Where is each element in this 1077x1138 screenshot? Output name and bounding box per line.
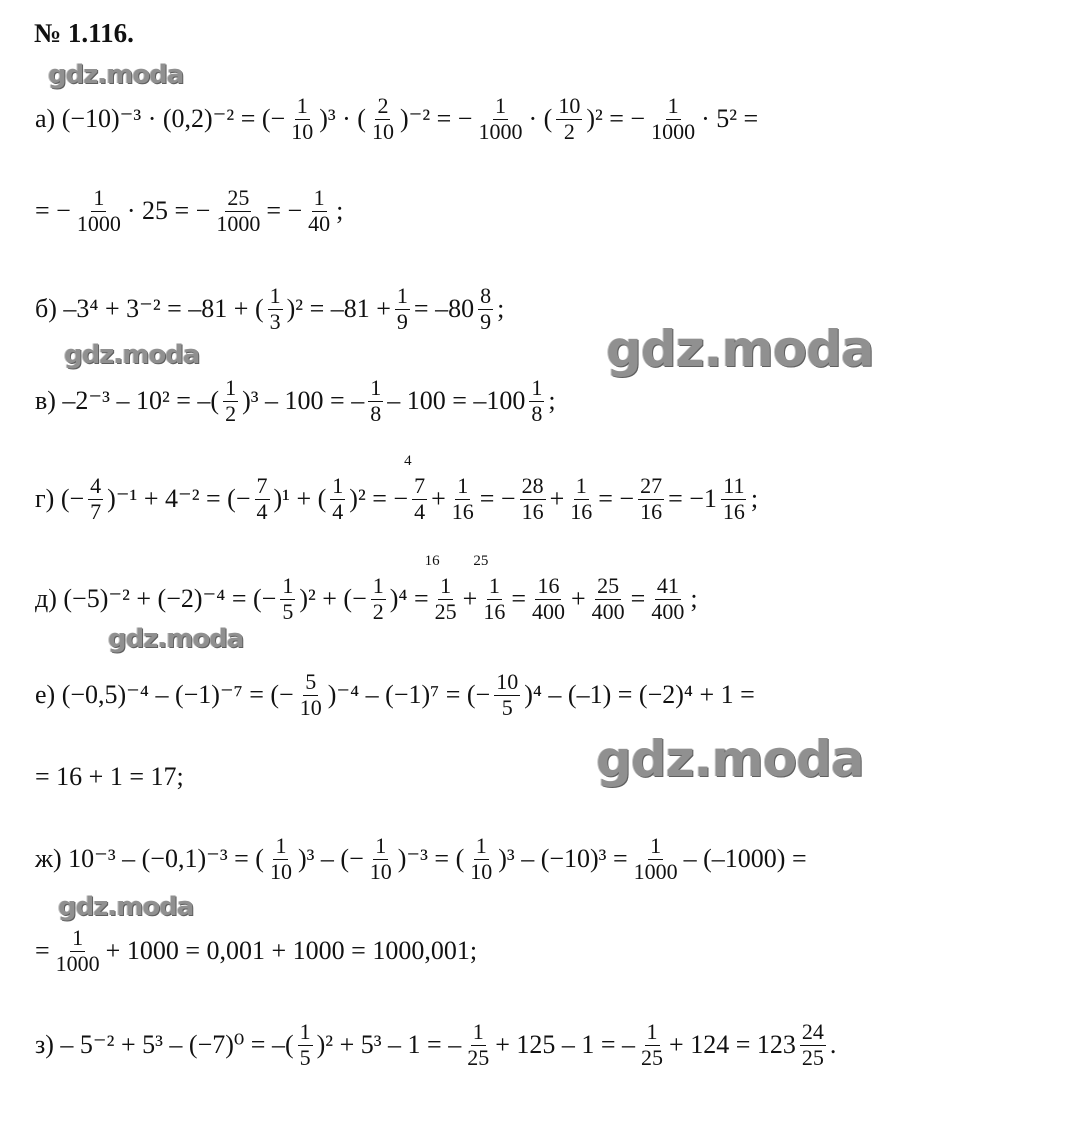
expression-text: б) –3⁴ + 3⁻² = –81 + ( (35, 294, 264, 324)
fraction-numerator: 1 (475, 833, 487, 858)
fraction (520, 474, 546, 524)
fraction-numerator: 1 (332, 473, 344, 498)
fraction (255, 474, 270, 524)
watermark: gdz.moda (108, 624, 244, 654)
fraction-denominator: 40 (308, 210, 331, 236)
fraction (468, 834, 494, 884)
fraction-denominator: 1000 (76, 210, 121, 236)
expression-text: = 16 + 1 = 17; (35, 762, 184, 791)
expression-text: + (570, 584, 586, 614)
fraction-numerator: 5 (305, 669, 317, 694)
expression-text: ; (548, 386, 556, 416)
fraction-denominator: 10 (299, 694, 322, 720)
fraction-denominator: 4 (256, 498, 268, 524)
expression-text: = − (598, 484, 635, 514)
fraction (649, 574, 686, 624)
expression-text: – (–1000) = (683, 844, 807, 874)
expression-text: )² = − (349, 484, 409, 514)
expression-text: – 100 = –100 (387, 386, 526, 416)
fraction (54, 926, 102, 976)
fraction (556, 94, 582, 144)
expression-text: + 125 – 1 = – (495, 1030, 636, 1060)
expression-text: )⁻³ = ( (397, 844, 465, 874)
fraction (478, 284, 493, 334)
expression-text: г) (− (35, 484, 85, 514)
fraction-numerator: 27 (640, 473, 663, 498)
watermark: gdz.moda (606, 320, 874, 378)
fraction-numerator: 25 (597, 573, 620, 598)
fraction-numerator: 41 (656, 573, 679, 598)
expression-text: д) (−5)⁻² + (−2)⁻⁴ = (− (35, 584, 277, 614)
fraction-denominator: 16 (640, 498, 663, 524)
fraction-denominator: 400 (531, 598, 565, 624)
expression-text: )³ – (− (297, 844, 364, 874)
expression-text: )³ · ( (319, 104, 366, 134)
fraction (632, 834, 680, 884)
fraction-denominator: 8 (531, 400, 543, 426)
fraction (721, 474, 747, 524)
fraction-denominator: 16 (570, 498, 593, 524)
fraction-denominator: 9 (396, 308, 408, 334)
fraction-numerator: 25 (227, 185, 250, 210)
fraction-numerator: 1 (296, 93, 308, 118)
expression-text: + (549, 484, 565, 514)
fraction-denominator: 3 (269, 308, 281, 334)
fraction (395, 284, 410, 334)
fraction-numerator: 1 (472, 1019, 484, 1044)
extra-factor-note: 4 (404, 453, 412, 469)
fraction-denominator: 1000 (633, 858, 678, 884)
fraction-denominator: 7 (90, 498, 102, 524)
fraction-denominator: 16 (451, 498, 474, 524)
fraction-denominator: 400 (651, 598, 685, 624)
fraction (473, 553, 507, 624)
fraction-denominator: 1000 (216, 210, 261, 236)
expression-text: а) (−10)⁻³ · (0,2)⁻² = (− (35, 104, 286, 134)
expression-text: )⁴ – (–1) = (−2)⁴ + 1 = (524, 680, 755, 710)
fraction-denominator: 2 (372, 598, 384, 624)
fraction-numerator: 2 (377, 93, 389, 118)
expression-text: + 1000 = 0,001 + 1000 = 1000,001; (105, 936, 478, 966)
expression-text: )² = –81 + (286, 294, 391, 324)
expression-text: )⁴ = (389, 584, 429, 614)
fraction-denominator: 25 (641, 1044, 664, 1070)
fraction-numerator: 1 (646, 1019, 658, 1044)
fraction (298, 1020, 313, 1070)
fraction-numerator: 8 (480, 283, 492, 308)
solution-line-zh-1 (34, 834, 808, 884)
solution-line-d (34, 553, 699, 624)
fraction-denominator: 2 (563, 118, 575, 144)
fraction-numerator: 7 (256, 473, 268, 498)
fraction-numerator: 1 (494, 93, 506, 118)
fraction-numerator: 24 (801, 1019, 824, 1044)
fraction-denominator: 1000 (478, 118, 523, 144)
expression-text: ж) 10⁻³ – (−0,1)⁻³ = ( (35, 844, 264, 874)
fraction-numerator: 10 (558, 93, 581, 118)
fraction-denominator: 9 (480, 308, 492, 334)
fraction (214, 186, 262, 236)
fraction-numerator: 1 (650, 833, 662, 858)
fraction (306, 186, 332, 236)
fraction-numerator: 4 (90, 473, 102, 498)
fraction-numerator: 1 (575, 473, 587, 498)
fraction-denominator: 10 (371, 118, 394, 144)
fraction (289, 94, 315, 144)
fraction-denominator: 10 (369, 858, 392, 884)
expression-text: )⁻⁴ – (−1)⁷ = (− (327, 680, 491, 710)
fraction (590, 574, 627, 624)
fraction-denominator: 16 (483, 598, 506, 624)
fraction-numerator: 11 (723, 473, 745, 498)
solution-line-a-2 (34, 186, 344, 236)
fraction (465, 1020, 491, 1070)
solution-line-a-1 (34, 94, 759, 144)
fraction-numerator: 1 (667, 93, 679, 118)
fraction (298, 670, 324, 720)
fraction-numerator: 1 (269, 283, 281, 308)
extra-factor-note: 25 (473, 553, 489, 569)
expression-text: · ( (528, 104, 553, 134)
fraction (404, 453, 427, 524)
fraction-denominator: 10 (269, 858, 292, 884)
expression-text: = (35, 936, 50, 966)
fraction-numerator: 1 (282, 573, 294, 598)
fraction-denominator: 400 (591, 598, 625, 624)
fraction-numerator: 1 (396, 283, 408, 308)
fraction (223, 376, 238, 426)
fraction (368, 376, 383, 426)
expression-text: = − (479, 484, 516, 514)
expression-text: + 124 = 123 (669, 1030, 796, 1060)
expression-text: )¹ + ( (273, 484, 327, 514)
fraction (371, 574, 386, 624)
expression-text: )³ – (−10)³ = (498, 844, 628, 874)
fraction-numerator: 1 (72, 925, 84, 950)
fraction-denominator: 10 (470, 858, 493, 884)
fraction-denominator: 4 (414, 498, 426, 524)
fraction (450, 474, 476, 524)
fraction-denominator: 16 (521, 498, 544, 524)
fraction-numerator: 1 (370, 375, 382, 400)
fraction (494, 670, 520, 720)
extra-factor-note: 16 (424, 553, 440, 569)
fraction (280, 574, 295, 624)
solution-line-e-1 (34, 670, 756, 720)
fraction-numerator: 1 (457, 473, 469, 498)
expression-text: + (462, 584, 478, 614)
watermark: gdz.moda (64, 340, 200, 370)
fraction-numerator: 7 (414, 473, 426, 498)
fraction (638, 474, 664, 524)
expression-text: в) –2⁻³ – 10² = –( (35, 386, 220, 416)
expression-text: · 25 = − (126, 196, 211, 226)
expression-text: ; (750, 484, 759, 514)
expression-text: = − (266, 196, 303, 226)
expression-text: ; (497, 294, 505, 324)
expression-text: = −1 (668, 484, 717, 514)
solution-line-z (34, 1020, 837, 1070)
fraction (75, 186, 123, 236)
fraction-numerator: 1 (440, 573, 452, 598)
solution-line-g (34, 453, 759, 524)
expression-text: · 5² = (701, 104, 759, 134)
solution-line-e-2 (34, 764, 185, 790)
fraction-numerator: 16 (537, 573, 560, 598)
expression-text: = − (35, 196, 71, 226)
fraction-denominator: 5 (299, 1044, 311, 1070)
fraction-denominator: 8 (370, 400, 382, 426)
expression-text: + (431, 484, 446, 514)
fraction (476, 94, 524, 144)
fraction (568, 474, 594, 524)
expression-text: )³ – 100 = – (242, 386, 365, 416)
expression-text: . (829, 1030, 837, 1060)
watermark: gdz.moda (48, 60, 184, 90)
fraction-numerator: 1 (225, 375, 237, 400)
fraction-numerator: 10 (496, 669, 519, 694)
fraction-denominator: 16 (722, 498, 745, 524)
fraction-denominator: 1000 (651, 118, 696, 144)
fraction (88, 474, 103, 524)
fraction (639, 1020, 665, 1070)
fraction-numerator: 1 (93, 185, 105, 210)
expression-text: )² + 5³ – 1 = – (316, 1030, 462, 1060)
fraction (268, 284, 283, 334)
fraction-numerator: 1 (275, 833, 287, 858)
expression-text: = –80 (413, 294, 475, 324)
solution-line-v (34, 376, 557, 426)
exercise-number: № 1.116. (34, 18, 134, 48)
fraction (368, 834, 394, 884)
solution-line-zh-2 (34, 926, 478, 976)
fraction (649, 94, 697, 144)
fraction-numerator: 1 (531, 375, 543, 400)
fraction-denominator: 25 (434, 598, 457, 624)
fraction-denominator: 1000 (55, 950, 100, 976)
fraction-numerator: 1 (372, 573, 384, 598)
fraction-denominator: 4 (332, 498, 344, 524)
watermark: gdz.moda (58, 892, 194, 922)
expression-text: )² = − (586, 104, 646, 134)
fraction-denominator: 5 (501, 694, 513, 720)
fraction (530, 574, 567, 624)
expression-text: )⁻¹ + 4⁻² = (− (107, 484, 251, 514)
expression-text: = (630, 584, 646, 614)
expression-text: )⁻² = − (399, 104, 473, 134)
fraction-denominator: 2 (225, 400, 237, 426)
fraction-numerator: 1 (299, 1019, 311, 1044)
expression-text: )² + (− (299, 584, 367, 614)
fraction (268, 834, 294, 884)
expression-text: = (511, 584, 526, 614)
expression-text: ; (690, 584, 698, 614)
fraction-denominator: 5 (282, 598, 294, 624)
fraction-denominator: 25 (467, 1044, 490, 1070)
fraction (370, 94, 396, 144)
fraction (800, 1020, 826, 1070)
fraction-numerator: 1 (313, 185, 325, 210)
expression-text: е) (−0,5)⁻⁴ – (−1)⁻⁷ = (− (35, 680, 294, 710)
solution-line-b (34, 284, 505, 334)
fraction-numerator: 1 (375, 833, 387, 858)
watermark: gdz.moda (596, 730, 864, 788)
fraction-numerator: 1 (488, 573, 500, 598)
fraction-denominator: 25 (801, 1044, 824, 1070)
expression-text: з) – 5⁻² + 5³ – (−7)⁰ = –( (35, 1030, 294, 1060)
expression-text: ; (336, 196, 344, 226)
fraction-denominator: 10 (291, 118, 314, 144)
fraction (330, 474, 345, 524)
fraction (424, 553, 459, 624)
fraction (529, 376, 544, 426)
fraction-numerator: 28 (521, 473, 544, 498)
